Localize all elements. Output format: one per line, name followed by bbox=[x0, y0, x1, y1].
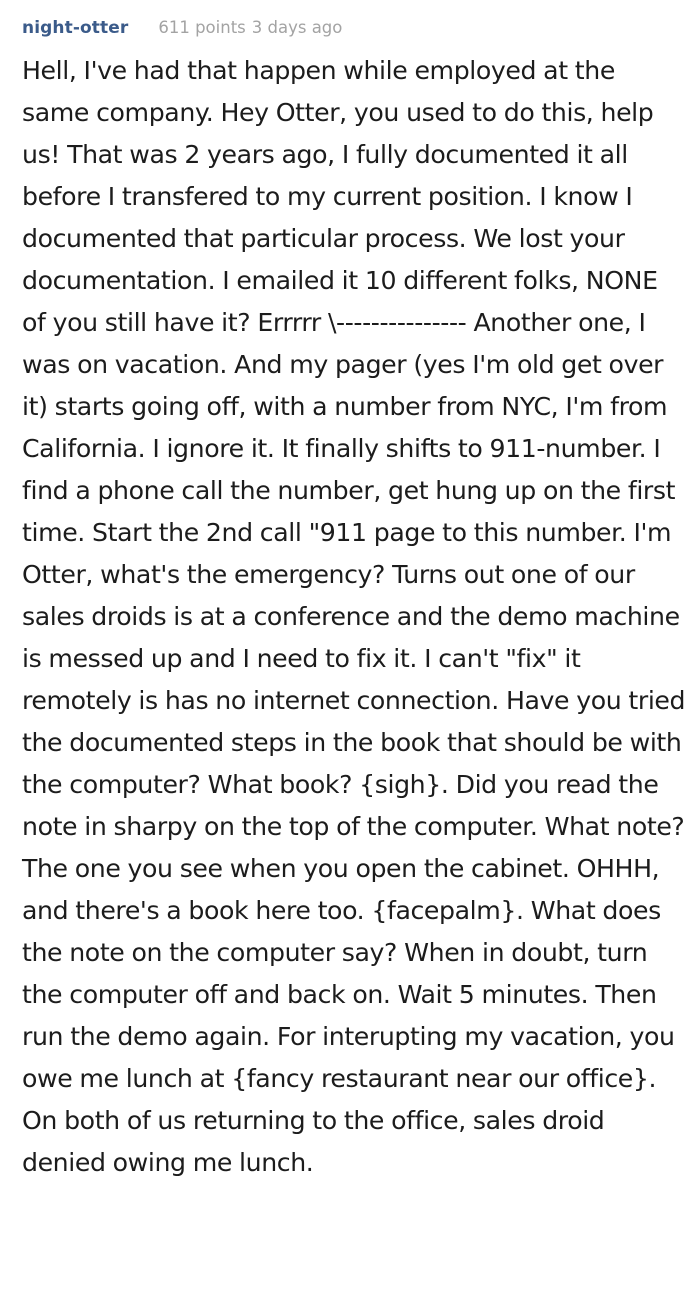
points-count: 611 points bbox=[158, 18, 246, 37]
comment-body: Hell, I've had that happen while employed at the same company. Hey Otter, you used to do this, help us! That was 2 years ago, I fully documented it all before I transfered to my current position. I know I documented that particular process. We lost your documentation. I emailed it 10 different folks, NONE of you still have it? Errrrr \--------------- Another one, I was on vacation. And my pager (yes I'm old get over it) starts going off, with a number from NYC, I'm from California. I ignore it. It finally shifts to 911-number. I find a phone call the number, get hung up on the first time. Start the 2nd call "911 page to this number. I'm Otter, what's the emergency? Turns out one of our sales droids is at a conference and the demo machine is messed up and I need to fix it. I can't "fix" it remotely is has no internet connection. Have you tried the documented steps in the book that should be with the computer? What book? {sigh}. Did you read the note in sharpy on the top of the computer. What note? The one you see when you open the cabinet. OHHH, and there's a book here too. {facepalm}. What does the note on the computer say? When in doubt, turn the computer off and back on. Wait 5 minutes. Then run the demo again. For interupting my vacation, you owe me lunch at {fancy restaurant near our office}. On both of us returning to the office, sales droid denied owing me lunch. bbox=[22, 56, 686, 1177]
comment-header bbox=[22, 18, 688, 44]
comment-meta bbox=[158, 18, 342, 37]
username-link[interactable]: night-otter bbox=[22, 18, 129, 38]
timestamp: 3 days ago bbox=[251, 18, 343, 37]
